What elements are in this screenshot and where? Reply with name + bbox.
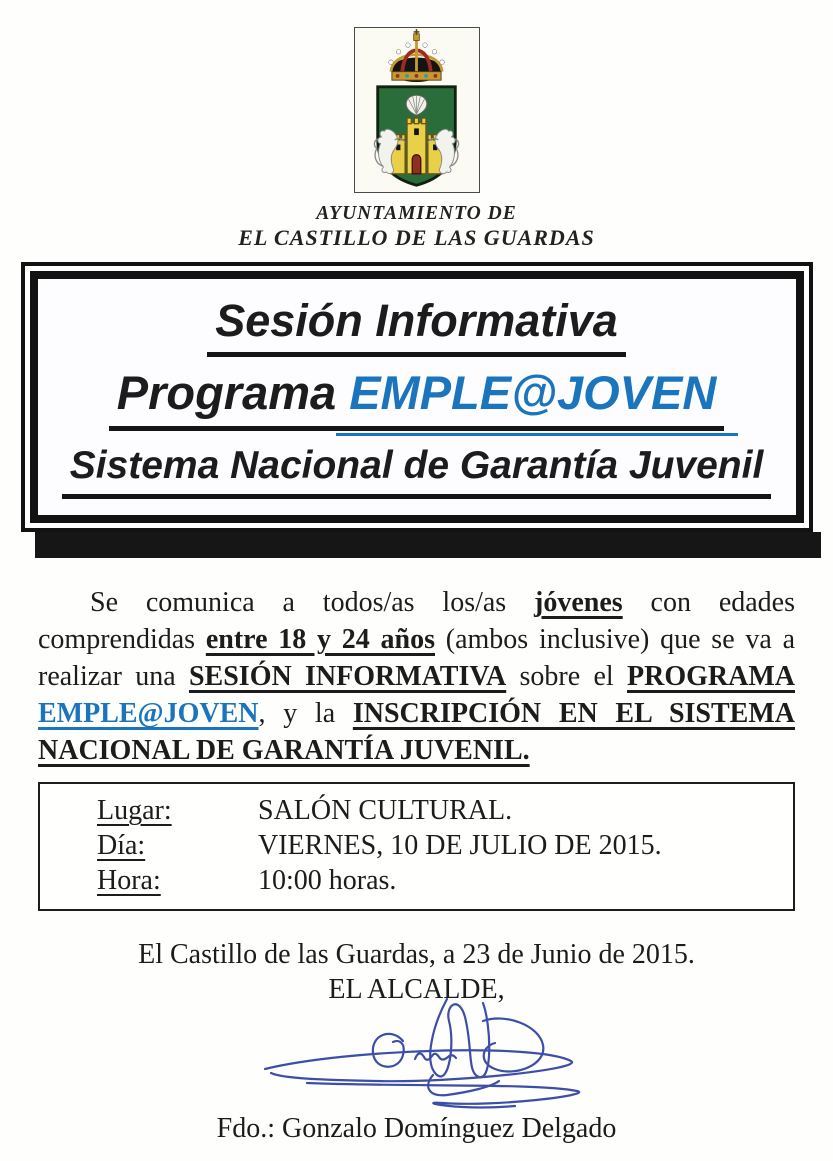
title-line-3: Sistema Nacional de Garantía Juvenil: [44, 441, 790, 499]
detail-label: Lugar:: [97, 795, 172, 826]
detail-label: Día:: [97, 830, 146, 861]
details-box: [38, 782, 795, 911]
paragraph-segment: (ambos inclusive) que se va a realizar una: [38, 624, 795, 692]
title-line-2: [44, 363, 790, 431]
paragraph-segment: INSCRIPCIÓN EN EL SISTEMA NACIONAL DE GARANTÍA JUVENIL.: [38, 698, 795, 766]
paragraph-segment: SESIÓN INFORMATIVA: [188, 661, 507, 692]
signature: [0, 991, 833, 1109]
detail-row: [97, 863, 783, 898]
org-name-line2: EL CASTILLO DE LAS GUARDAS: [238, 225, 595, 250]
detail-row: [97, 793, 783, 828]
title-line-2-highlight: EMPLE@JOVEN: [349, 366, 717, 419]
title-box: [21, 262, 813, 558]
paragraph-segment: sobre el: [506, 661, 628, 692]
crown-icon: [389, 29, 445, 82]
title-line-1: Sesión Informativa: [44, 293, 790, 357]
paragraph-segment: entre 18 y 24 años: [205, 624, 435, 655]
place-date-line: El Castillo de las Guardas, a 23 de Junio de 2015.: [138, 939, 695, 970]
shield-icon: [374, 87, 458, 185]
detail-row: [97, 828, 783, 863]
title-line-2-prefix: Programa: [116, 366, 350, 419]
announcement-paragraph: [38, 584, 795, 769]
paragraph-segment: PROGRAMA: [627, 661, 795, 692]
signed-by-line: Fdo.: Gonzalo Domínguez Delgado: [216, 1113, 617, 1144]
header: [0, 0, 833, 251]
paragraph-segment: jóvenes: [534, 587, 623, 618]
detail-value: 10:00 horas.: [258, 865, 397, 896]
paragraph-segment: EMPLE@JOVEN: [38, 698, 259, 729]
title-box-inner: [30, 271, 804, 523]
title-box-shadow: [35, 532, 821, 558]
role-line: EL ALCALDE,: [328, 974, 505, 1005]
org-name-line1: AYUNTAMIENTO DE: [316, 203, 517, 224]
paragraph-segment: Se comunica a todos/as los/as: [90, 587, 535, 618]
paragraph-segment: , y la: [258, 698, 353, 729]
paragraph-segment: con edades comprendidas: [38, 587, 795, 655]
detail-value: SALÓN CULTURAL.: [258, 795, 513, 826]
detail-label: Hora:: [97, 865, 161, 896]
signature-icon: [247, 991, 617, 1109]
details-rows: [97, 793, 783, 898]
title-box-outer-border: [21, 262, 813, 532]
coat-of-arms-icon: [354, 27, 480, 193]
detail-value: VIERNES, 10 DE JULIO DE 2015.: [258, 830, 662, 861]
